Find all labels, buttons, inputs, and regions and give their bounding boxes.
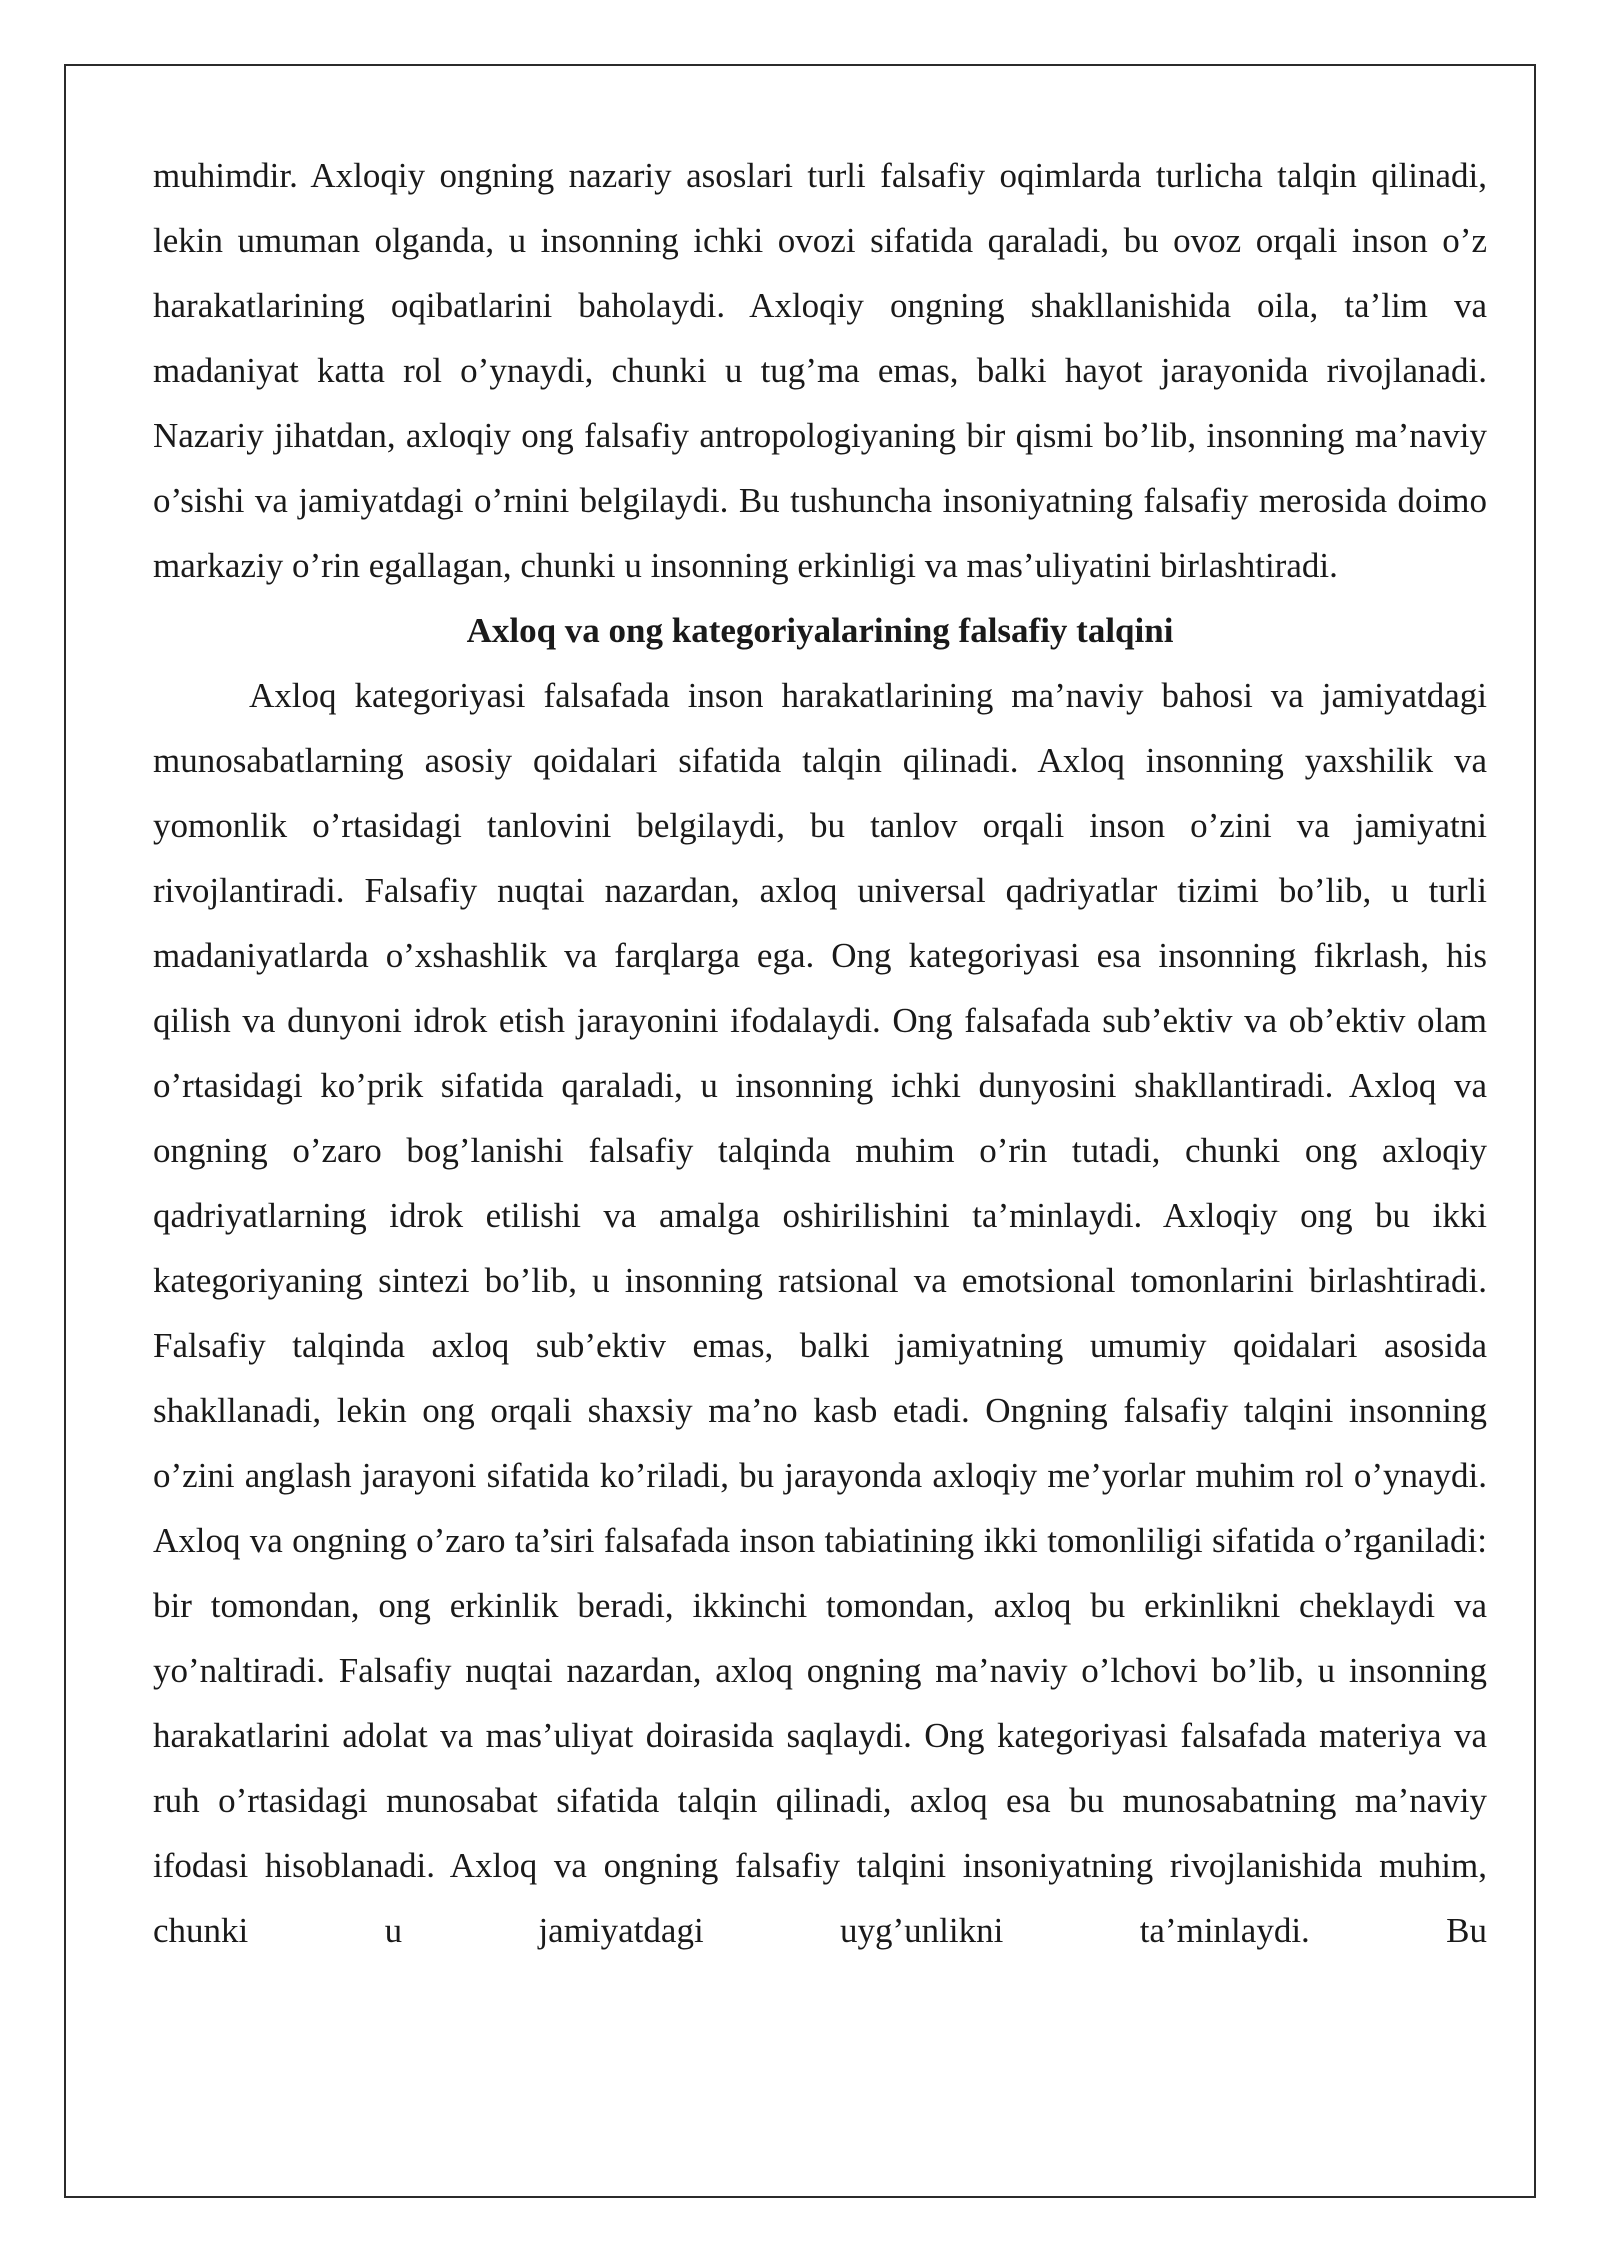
section-heading: Axloq va ong kategoriyalarining falsafiy talqini	[466, 611, 1174, 650]
paragraph-main: Axloq kategoriyasi falsafada inson harakatlarining ma’naviy bahosi va jamiyatdagi munosabatlarning asosiy qoidalari sifatida talqin qilinadi. Axloq insonning yaxshilik va yomonlik o’rtasidagi tanlovini belgilaydi, bu tanlov orqali inson o’zini va jamiyatni rivojlantiradi. Falsafiy nuqtai nazardan, axloq universal qadriyatlar tizimi bo’lib, u turli madaniyatlarda o’xshashlik va farqlarga ega. Ong kategoriyasi esa insonning fikrlash, his qilish va dunyoni idrok etish jarayonini ifodalaydi. Ong falsafada sub’ektiv va ob’ektiv olam o’rtasidagi ko’prik sifatida qaraladi, u insonning ichki dunyosini shakllantiradi. Axloq va ongning o’zaro bog’lanishi falsafiy talqinda muhim o’rin tutadi, chunki ong axloqiy qadriyatlarning idrok etilishi va amalga oshirilishini ta’minlaydi. Axloqiy ong bu ikki kategoriyaning sintezi bo’lib, u insonning ratsional va emotsional tomonlarini birlashtiradi. Falsafiy talqinda axloq sub’ektiv emas, balki jamiyatning umumiy qoidalari asosida shakllanadi, lekin ong orqali shaxsiy ma’no kasb etadi. Ongning falsafiy talqini insonning o’zini anglash jarayoni sifatida ko’riladi, bu jarayonda axloqiy me’yorlar muhim rol o’ynaydi. Axloq va ongning o’zaro ta’siri falsafada inson tabiatining ikki tomonliligi sifatida o’rganiladi: bir tomondan, ong erkinlik beradi, ikkinchi tomondan, axloq bu erkinlikni cheklaydi va yo’naltiradi. Falsafiy nuqtai nazardan, axloq ongning ma’naviy o’lchovi bo’lib, u insonning harakatlarini adolat va mas’uliyat doirasida saqlaydi. Ong kategoriyasi falsafada materiya va ruh o’rtasidagi munosabat sifatida talqin qilinadi, axloq esa bu munosabatning ma’naviy ifodasi hisoblanadi. Axloq va ongning falsafiy talqini insoniyatning rivojlanishida muhim, chunki u jamiyatdagi uyg’unlikni ta’minlaydi. Bu	[153, 676, 1487, 1950]
paragraph-continuation: muhimdir. Axloqiy ongning nazariy asoslari turli falsafiy oqimlarda turlicha talqin qilinadi, lekin umuman olganda, u insonning ichki ovozi sifatida qaraladi, bu ovoz orqali inson o’z harakatlarining oqibatlarini baholaydi. Axloqiy ongning shakllanishida oila, ta’lim va madaniyat katta rol o’ynaydi, chunki u tug’ma emas, balki hayot jarayonida rivojlanadi. Nazariy jihatdan, axloqiy ong falsafiy antropologiyaning bir qismi bo’lib, insonning ma’naviy o’sishi va jamiyatdagi o’rnini belgilaydi. Bu tushuncha insoniyatning falsafiy merosida doimo markaziy o’rin egallagan, chunki u insonning erkinligi va mas’uliyatini birlashtiradi.	[153, 156, 1487, 585]
document-body	[153, 143, 1487, 1963]
